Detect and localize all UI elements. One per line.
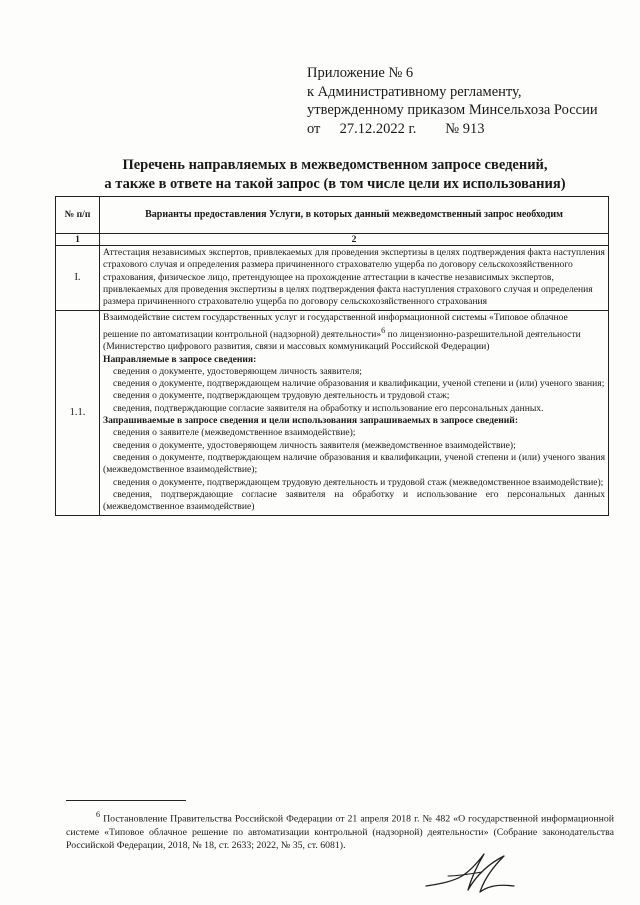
footnote-text [66, 808, 614, 853]
footnote-reference: 6 [381, 325, 386, 335]
interaction-description [103, 312, 605, 353]
info-request-table [55, 196, 609, 516]
annex-order-number: № 913 [445, 120, 485, 137]
footnote-body: Постановление Правительства Российской Федерации от 21 апреля 2018 г. № 482 «О государственной информационной системе «Типовое облачное решение по автоматизации контрольной (надзорной) деятельности» (Собрание законодательства Российской Федерации, 2018, № 18, ст. 2633; 2022, № 35, ст. 6081). [66, 813, 614, 852]
interaction-description-a: Взаимодействие систем государственных услуг и государственной информационной системы «Типовое облачное решение по автоматизации контрольной (надзорной) деятельности» [103, 312, 568, 340]
footnote [66, 808, 614, 853]
sent-info-heading: Направляемые в запросе сведения: [103, 353, 257, 365]
list-item: сведения о документе, подтверждающем наличие образования и квалификации, ученой степени и (или) ученого звания; [113, 378, 605, 390]
signature-icon [418, 846, 518, 896]
footnote-mark: 6 [96, 810, 101, 819]
list-item: сведения о документе, удостоверяющем личность заявителя (межведомственное взаимодействие); [113, 439, 516, 451]
list-item: сведения о документе, подтверждающем наличие образования и квалификации, ученой степени и (или) ученого звания (межведомственное взаимодействие); [103, 451, 605, 476]
annex-header [307, 64, 627, 138]
row-text [100, 246, 609, 311]
annex-from-label: от [307, 120, 321, 137]
row-number: I. [56, 246, 100, 311]
annex-approved-by: утвержденному приказом Минсельхоза России [307, 102, 598, 118]
document-title-line-2: а также в ответе на такой запрос (в том числе цели их использования) [104, 176, 566, 192]
row-number: 1.1. [56, 311, 100, 516]
row-text [100, 311, 609, 516]
header-number: № п/п [56, 197, 100, 234]
table-row [56, 311, 609, 516]
requested-info-heading: Запрашиваемые в запросе сведения и цели использования запрашиваемых в запросе сведений: [103, 415, 519, 427]
list-item: сведения о заявителе (межведомственное взаимодействие); [113, 427, 356, 439]
document-title [40, 156, 630, 194]
annex-date: 27.12.2022 г. [339, 120, 417, 137]
document-title-line-1: Перечень направляемых в межведомственном запросе сведений, [122, 157, 548, 173]
list-item: сведения о документе, подтверждающем трудовую деятельность и трудовой стаж; [113, 390, 450, 402]
variant-description: Аттестация независимых экспертов, привлекаемых для проведения экспертизы в целях подтверждения факта наступления страхового случая и определения размера причиненного страхователю ущерба по договору сельскохозяйственного страхования, физическое лицо, претендующее на прохождение аттестации в качестве независимых экспертов, привлекаемых для проведения экспертизы в целях подтверждения факта наступления страхового случая и определения размера причиненного страхователю ущерба по договору сельскохозяйственного страхования [103, 247, 605, 308]
column-numbers-row [56, 234, 609, 246]
annex-reference: к Административному регламенту, [307, 83, 522, 100]
list-item: сведения о документе, подтверждающем трудовую деятельность и трудовой стаж (межведомственное взаимодействие); [113, 476, 604, 488]
list-item: сведения о документе, удостоверяющем личность заявителя; [113, 365, 362, 377]
table-header-row [56, 197, 609, 234]
list-item: сведения, подтверждающие согласие заявителя на обработку и использование его персональных данных (межведомственное взаимодействие) [103, 488, 605, 513]
annex-date-line [307, 120, 627, 139]
interaction-description-b: по лицензионно-разрешительной деятельности (Министерство цифрового развития, связи и массовых коммуникаций Российской Федерации) [103, 328, 581, 353]
column-number-1: 1 [56, 234, 100, 246]
list-item: сведения, подтверждающие согласие заявителя на обработку и использование его персональных данных. [113, 402, 544, 414]
footnote-separator [66, 800, 186, 801]
column-number-2: 2 [100, 234, 609, 246]
table-row [56, 246, 609, 311]
header-variants: Варианты предоставления Услуги, в которых данный межведомственный запрос необходим [100, 197, 609, 234]
annex-number: Приложение № 6 [307, 65, 414, 81]
